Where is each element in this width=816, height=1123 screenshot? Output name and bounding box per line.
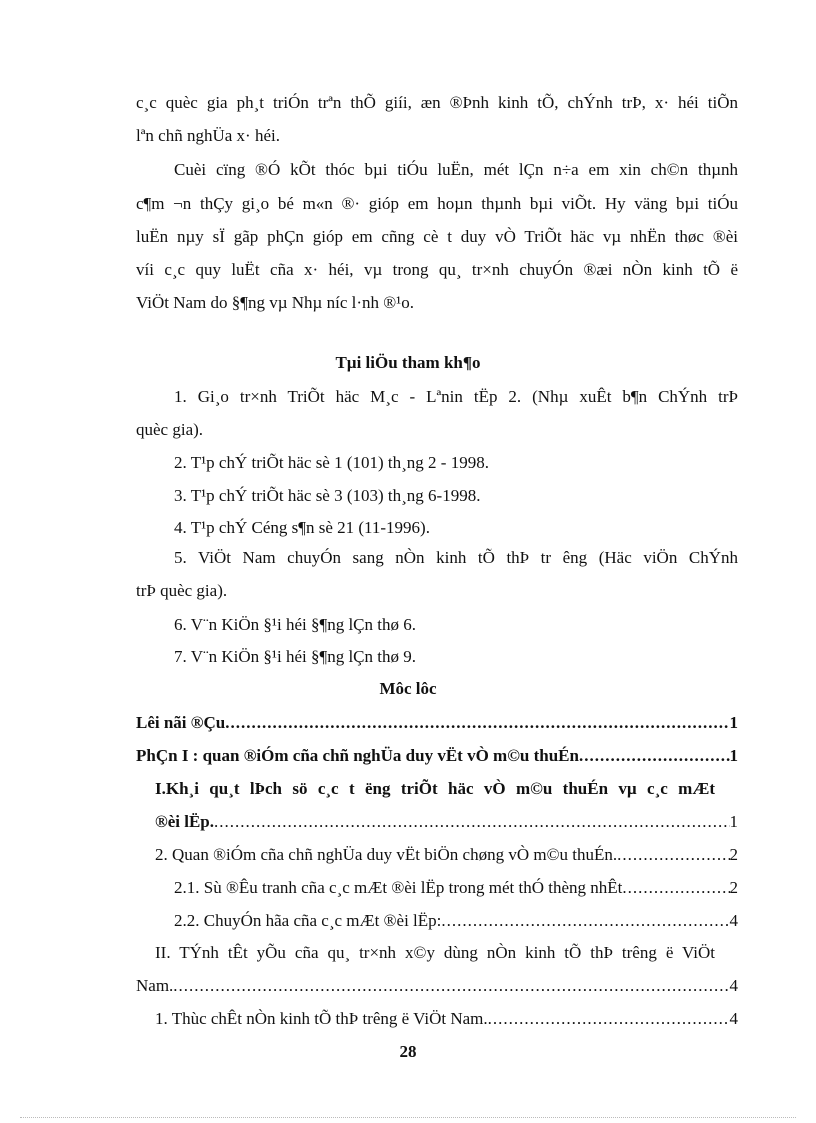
reference-item: 5. ViÖt Nam chuyÓn sang nÒn kinh tÕ thÞ tr êng (Häc viÖn ChÝnh [174, 548, 738, 567]
toc-entry-title: 2. Quan ®iÓm cña chñ nghÜa duy vËt biÖn chøng vÒ m©u thuÉn. [155, 845, 618, 864]
toc-leader-dots [225, 712, 729, 734]
paragraph-line: lªn chñ nghÜa x· héi. [136, 126, 280, 145]
paragraph-line: víi c¸c quy luËt cña x· héi, vµ trong qu¸ tr×nh chuyÓn ®æi nÒn kinh tÕ ë [136, 260, 738, 279]
toc-entry-title: PhÇn I : quan ®iÓm cña chñ nghÜa duy vËt vÒ m©u thuÉn [136, 746, 579, 765]
paragraph-line: ViÖt Nam do §¶ng vµ Nhµ níc l·nh ®¹o. [136, 293, 415, 312]
toc-entry-title: ®èi lËp. [155, 812, 214, 831]
toc-entry [155, 844, 738, 866]
toc-leader-dots [579, 745, 730, 767]
toc-leader-dots [622, 877, 729, 899]
paragraph-line: c¸c quèc gia ph¸t triÓn trªn thÕ giíi, æn ®Þnh kinh tÕ, chÝnh trÞ, x· héi tiÕn [136, 93, 738, 112]
toc-entry-title: Nam. [136, 976, 174, 995]
toc-entry [174, 910, 738, 932]
reference-item: 4. T¹p chÝ Céng s¶n sè 21 (11-1996). [174, 518, 430, 537]
toc-entry [174, 877, 738, 899]
toc-entry [155, 1008, 738, 1030]
reference-item: quèc gia). [136, 420, 204, 439]
toc-entry-title: II. TÝnh tÊt yÕu cña qu¸ tr×nh x©y dùng nÒn kinh tÕ thÞ trêng ë ViÖt [155, 943, 715, 962]
toc-entry-page: 4 [729, 1009, 738, 1028]
toc-leader-dots [173, 975, 729, 997]
toc-entry-title: I.Kh¸i qu¸t lÞch sö c¸c t ëng triÕt häc vÒ m©u thuÉn vµ c¸c mÆt [155, 779, 715, 798]
references-heading: Tµi liÖu tham kh¶o [335, 353, 481, 372]
paragraph-line: c¶m ¬n thÇy gi¸o bé m«n ®· gióp em hoµn thµnh bµi viÕt. Hy väng bµi tiÓu [136, 194, 738, 213]
toc-leader-dots [441, 910, 729, 932]
toc-leader-dots [617, 844, 729, 866]
paragraph-line: Cuèi cïng ®Ó kÕt thóc bµi tiÓu luËn, mét lÇn n÷a em xin ch©n thµnh [174, 160, 738, 179]
reference-item: trÞ quèc gia). [136, 581, 228, 600]
toc-entry [136, 745, 738, 767]
toc-entry [136, 712, 738, 734]
toc-entry-page: 2 [729, 878, 738, 897]
reference-item: 6. V¨n KiÖn §¹i héi §¶ng lÇn thø 6. [174, 615, 416, 634]
reference-item: 1. Gi¸o tr×nh TriÕt häc M¸c - Lªnin tËp 2. (Nhµ xuÊt b¶n ChÝnh trÞ [174, 387, 738, 406]
toc-entry-page: 1 [729, 812, 738, 831]
toc-entry-page: 2 [729, 845, 738, 864]
toc-heading: Môc lôc [379, 679, 437, 698]
reference-item: 2. T¹p chÝ triÕt häc sè 1 (101) th¸ng 2 - 1998. [174, 453, 489, 472]
page-bottom-rule [20, 1117, 796, 1118]
toc-entry-title: Lêi nãi ®Çu [136, 713, 226, 732]
toc-entry-title: 2.1. Sù ®Êu tranh cña c¸c mÆt ®èi lËp trong mét thÓ thèng nhÊt [174, 878, 623, 897]
toc-entry-title: 1. Thùc chÊt nÒn kinh tÕ thÞ trêng ë ViÖt Nam. [155, 1009, 488, 1028]
toc-entry-page: 4 [729, 911, 738, 930]
toc-entry-page: 1 [729, 746, 738, 765]
paragraph-line: luËn nµy sÏ gãp phÇn gióp em cñng cè t duy vÒ TriÕt häc vµ nhËn thøc ®èi [136, 227, 738, 246]
reference-item: 7. V¨n KiÖn §¹i héi §¶ng lÇn thø 9. [174, 647, 416, 666]
toc-entry-page: 1 [729, 713, 738, 732]
toc-entry-page: 4 [729, 976, 738, 995]
toc-entry [136, 975, 738, 997]
toc-entry [155, 811, 738, 833]
toc-leader-dots [488, 1008, 730, 1030]
toc-entry-title: 2.2. ChuyÓn hãa cña c¸c mÆt ®èi lËp: [174, 911, 442, 930]
toc-leader-dots [214, 811, 730, 833]
page-number: 28 [399, 1042, 417, 1061]
reference-item: 3. T¹p chÝ triÕt häc sè 3 (103) th¸ng 6-1998. [174, 486, 481, 505]
